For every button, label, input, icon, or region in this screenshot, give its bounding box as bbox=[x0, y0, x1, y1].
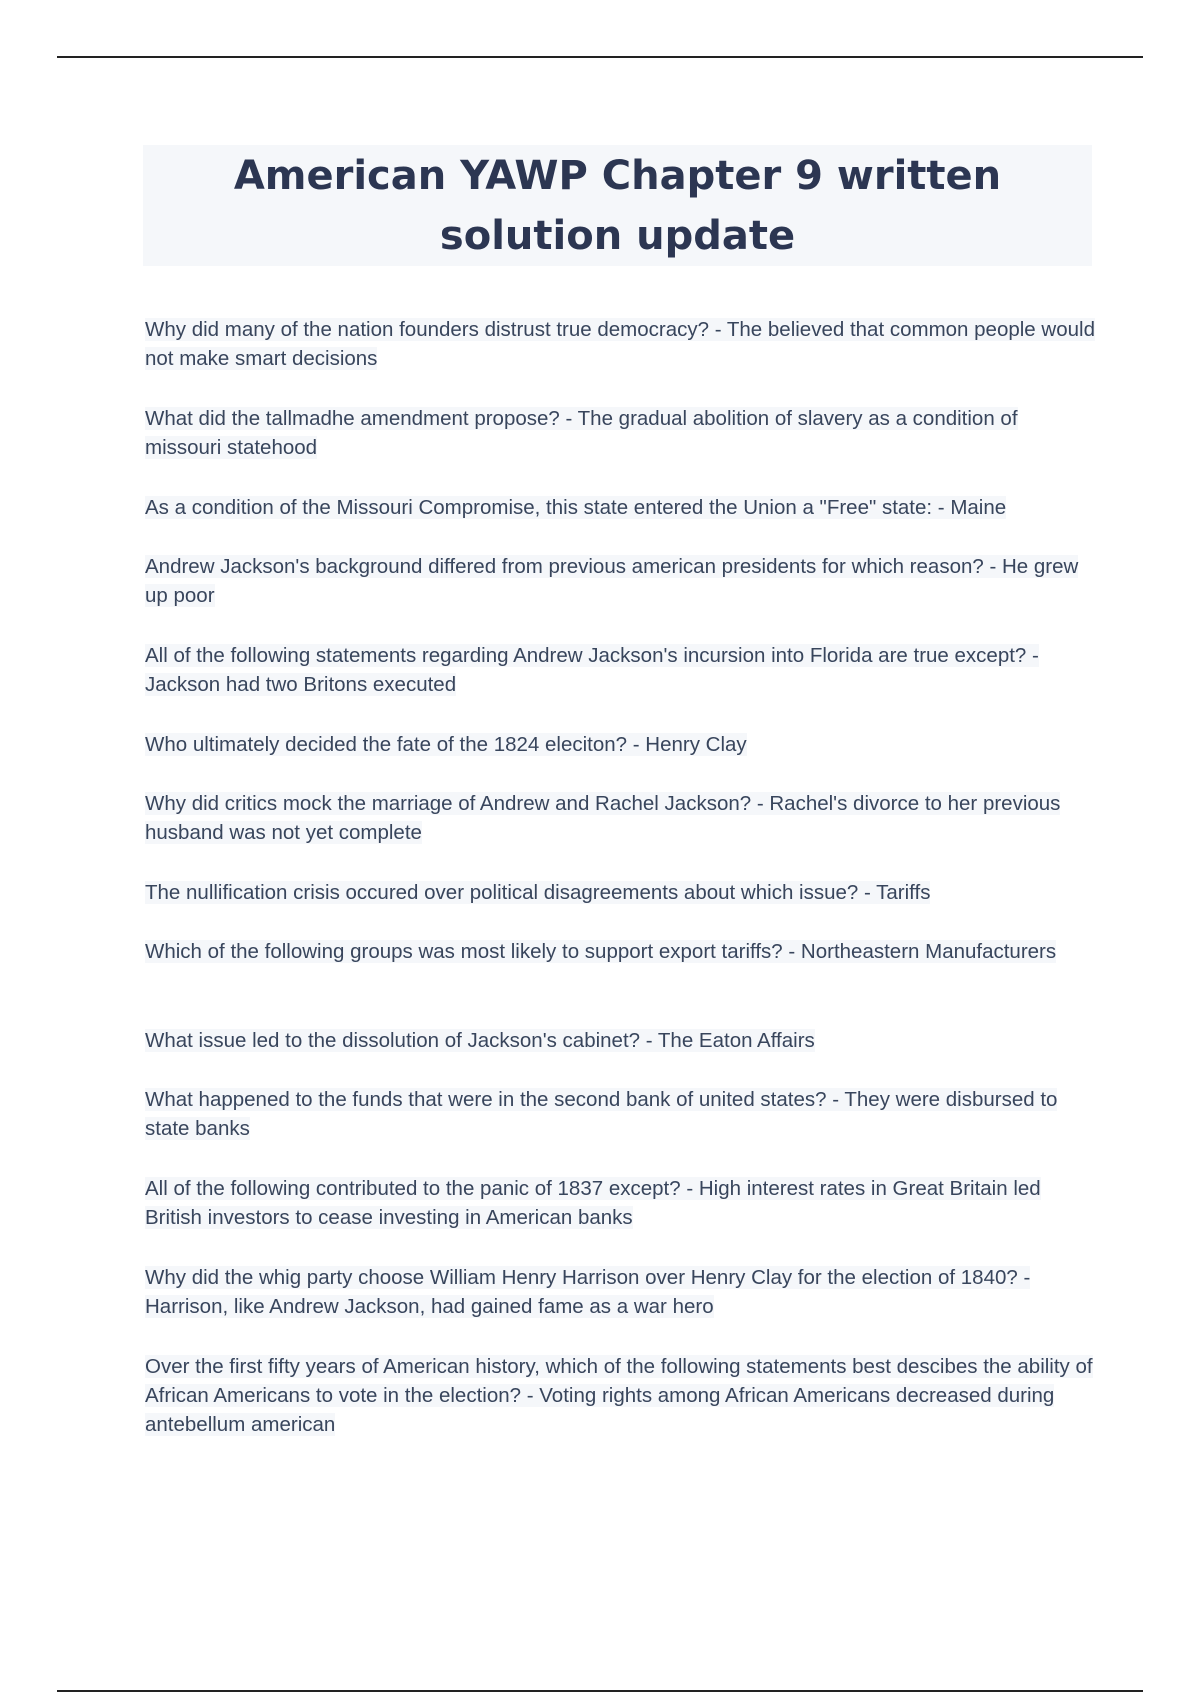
qa-item: What happened to the funds that were in the second bank of united states? - They were disbursed to state banks bbox=[145, 1088, 1058, 1140]
qa-item: Andrew Jackson's background differed from previous american presidents for which reason? - He grew up poor bbox=[145, 555, 1079, 607]
document-title: American YAWP Chapter 9 written solution update bbox=[233, 152, 1002, 259]
qa-item: What issue led to the dissolution of Jackson's cabinet? - The Eaton Affairs bbox=[145, 1029, 815, 1052]
qa-item: Why did critics mock the marriage of Andrew and Rachel Jackson? - Rachel's divorce to her previous husband was not yet complete bbox=[145, 792, 1061, 844]
qa-item: Why did many of the nation founders distrust true democracy? - The believed that common people would not make smart decisions bbox=[145, 318, 1095, 370]
qa-item: As a condition of the Missouri Compromise, this state entered the Union a "Free" state: - Maine bbox=[145, 496, 1007, 519]
qa-item: All of the following contributed to the panic of 1837 except? - High interest rates in Great Britain led British investors to cease investing in American banks bbox=[145, 1177, 1041, 1229]
qa-item: Which of the following groups was most likely to support export tariffs? - Northeastern Manufacturers bbox=[145, 940, 1057, 963]
qa-item: All of the following statements regarding Andrew Jackson's incursion into Florida are true except? - Jackson had two Britons executed bbox=[145, 644, 1039, 696]
bottom-rule bbox=[57, 1690, 1143, 1692]
top-rule bbox=[57, 56, 1143, 58]
qa-item: Who ultimately decided the fate of the 1824 eleciton? - Henry Clay bbox=[145, 733, 747, 756]
qa-item: What did the tallmadhe amendment propose? - The gradual abolition of slavery as a condition of missouri statehood bbox=[145, 407, 1018, 459]
qa-item: Why did the whig party choose William Henry Harrison over Henry Clay for the election of 1840? - Harrison, like Andrew Jackson, had gained fame as a war hero bbox=[145, 1266, 1031, 1318]
qa-item: The nullification crisis occured over political disagreements about which issue? - Tariffs bbox=[145, 881, 931, 904]
qa-item: Over the first fifty years of American history, which of the following statements best descibes the ability of African Americans to vote in the election? - Voting rights among African Americans decreased during antebellum american bbox=[145, 1355, 1093, 1436]
title-banner bbox=[143, 145, 1092, 266]
